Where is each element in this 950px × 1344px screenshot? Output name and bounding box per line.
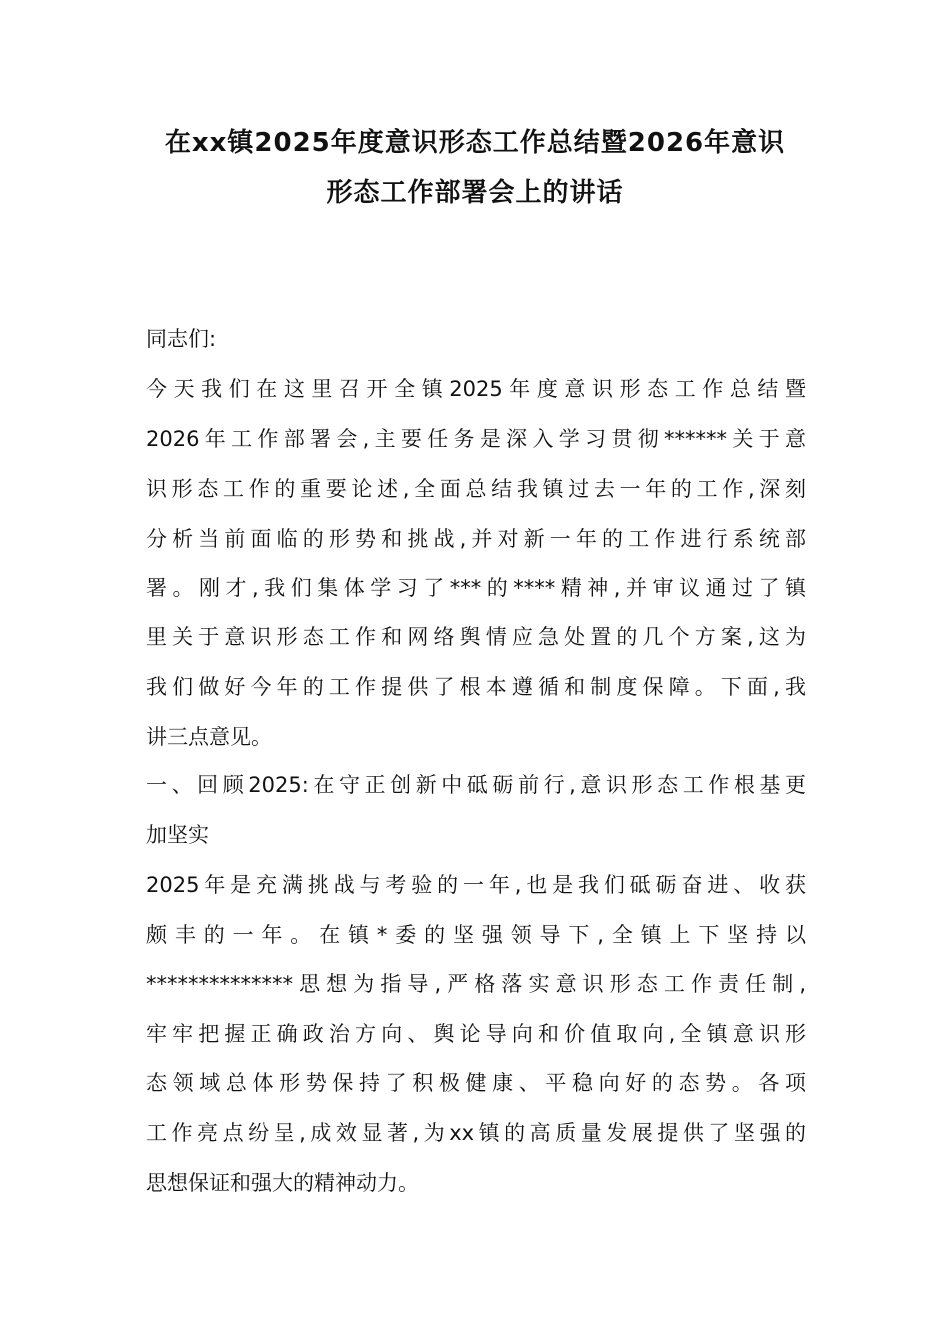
paragraph-2-line: **************思想为指导,严格落实意识形态工作责任制, [146, 972, 806, 996]
salutation: 同志们: [146, 327, 217, 351]
paragraph-2-line: 思想保证和强大的精神动力。 [146, 1171, 419, 1195]
paragraph-1-line: 2026年工作部署会,主要任务是深入学习贯彻******关于意 [146, 427, 806, 451]
document-title-line-1: 在xx镇2025年度意识形态工作总结暨2026年意识 [164, 128, 786, 158]
paragraph-1-line: 里关于意识形态工作和网络舆情应急处置的几个方案,这为 [146, 625, 806, 649]
paragraph-2-line: 态领域总体形势保持了积极健康、平稳向好的态势。各项 [146, 1071, 806, 1095]
paragraph-1-line: 今天我们在这里召开全镇2025年度意识形态工作总结暨 [146, 377, 806, 401]
section-heading-1-line: 一、回顾2025:在守正创新中砥砺前行,意识形态工作根基更 [146, 773, 806, 797]
paragraph-1-line: 分析当前面临的形势和挑战,并对新一年的工作进行系统部 [146, 527, 806, 551]
paragraph-1-line: 讲三点意见。 [146, 725, 272, 749]
paragraph-1-line: 署。刚才,我们集体学习了***的****精神,并审议通过了镇 [146, 576, 806, 600]
paragraph-1-line: 我们做好今年的工作提供了根本遵循和制度保障。下面,我 [146, 675, 806, 699]
document-title-line-2: 形态工作部署会上的讲话 [326, 178, 624, 208]
section-heading-1-line: 加坚实 [146, 823, 209, 847]
paragraph-2-line: 2025年是充满挑战与考验的一年,也是我们砥砺奋进、收获 [146, 873, 806, 897]
paragraph-1-line: 识形态工作的重要论述,全面总结我镇过去一年的工作,深刻 [146, 477, 806, 501]
paragraph-2-line: 工作亮点纷呈,成效显著,为xx镇的高质量发展提供了坚强的 [146, 1121, 806, 1145]
paragraph-2-line: 牢牢把握正确政治方向、舆论导向和价值取向,全镇意识形 [146, 1022, 806, 1046]
paragraph-2-line: 颇丰的一年。在镇*委的坚强领导下,全镇上下坚持以 [146, 923, 806, 947]
